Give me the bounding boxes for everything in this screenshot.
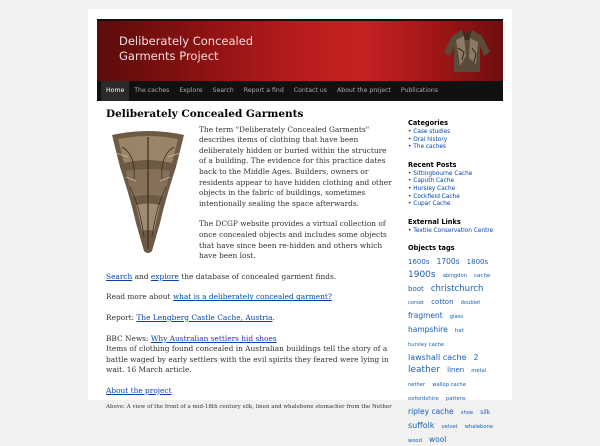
- tag-link[interactable]: suffolk: [408, 421, 435, 431]
- tag-link[interactable]: oxfordshire: [408, 396, 439, 403]
- tag-link[interactable]: 1700s: [436, 257, 460, 267]
- nav-search[interactable]: Search: [212, 87, 234, 94]
- tag-link[interactable]: 2: [473, 353, 479, 363]
- sidebar: [408, 119, 502, 446]
- nav-contact-us[interactable]: Contact us: [293, 87, 327, 94]
- category-item[interactable]: • The caches: [408, 144, 502, 152]
- tag-link[interactable]: 1600s: [408, 258, 430, 267]
- category-item[interactable]: • Oral history: [408, 137, 502, 145]
- recent-post-item[interactable]: • Caputh Cache: [408, 178, 502, 186]
- nav-publications[interactable]: Publications: [400, 87, 439, 94]
- recent-post-item[interactable]: • Cupar Cache: [408, 201, 502, 209]
- tag-link[interactable]: christchurch: [430, 284, 484, 295]
- tag-link[interactable]: hursley cache: [408, 342, 445, 349]
- bbc-link[interactable]: Why Australian settlers hid shoes: [150, 333, 277, 343]
- report-suffix: .: [272, 312, 275, 322]
- site-title-line-1: Deliberately Concealed: [119, 34, 254, 48]
- main-nav: [97, 81, 503, 101]
- read-more-line: [106, 292, 396, 303]
- tag-link[interactable]: fragment: [408, 311, 443, 321]
- recent-post-item[interactable]: • Sittingbourne Cache: [408, 171, 502, 179]
- site-title[interactable]: [119, 34, 253, 64]
- tag-link[interactable]: shoe: [460, 410, 474, 417]
- tag-link[interactable]: pattens: [445, 396, 466, 403]
- tag-link[interactable]: 1800s: [466, 258, 489, 267]
- tag-link[interactable]: abingdon: [442, 273, 467, 280]
- report-link[interactable]: The Lengberg Castle Cache, Austria: [136, 312, 273, 322]
- nav-the-caches[interactable]: The caches: [134, 87, 170, 94]
- read-more-link[interactable]: what is a deliberately concealed garment?: [172, 292, 332, 302]
- about-line: [106, 386, 396, 397]
- tag-link[interactable]: leather: [408, 365, 441, 376]
- page-wrapper: [88, 9, 512, 445]
- tag-link[interactable]: boot: [408, 285, 424, 294]
- and-text: and: [132, 271, 151, 281]
- object-tags-heading: Objects tags: [408, 244, 455, 253]
- tag-link[interactable]: nether: [408, 382, 426, 389]
- nav-explore[interactable]: Explore: [179, 87, 203, 94]
- header-banner[interactable]: [97, 21, 503, 81]
- recent-post-item[interactable]: • Cockfield Cache: [408, 194, 502, 202]
- intro-paragraph-1: The term "Deliberately Concealed Garments" describes items of clothing that have been deliberately hidden or buried within the structure of a building. The evidence for this practice dates back to the Middle Ages. Builders, owners or residents appear to have hidden clothing and other objects in the fabric of buildings, sometimes intentionally sealing the space afterwards.: [199, 124, 392, 208]
- tag-link[interactable]: wood: [408, 438, 422, 445]
- search-link[interactable]: Search: [106, 271, 133, 281]
- intro-paragraph-2: The DCGP website provides a virtual collection of once concealed objects and includes some objects that have since been re-hidden and others which have been lost.: [199, 219, 387, 261]
- external-links-heading: External Links: [408, 217, 461, 226]
- tag-link[interactable]: corset: [408, 300, 425, 307]
- categories-list: [408, 129, 502, 152]
- tag-link[interactable]: lawshall cache: [408, 353, 467, 363]
- tag-link[interactable]: hat: [454, 328, 464, 335]
- intro-paragraph-3: [106, 272, 396, 283]
- intro-section: [106, 125, 396, 283]
- recent-post-item[interactable]: • Hursley Cache: [408, 186, 502, 194]
- external-link-item[interactable]: • Textile Conservation Centre: [408, 228, 502, 236]
- bbc-prefix: BBC News:: [106, 333, 151, 343]
- tag-link[interactable]: doublet: [460, 300, 481, 307]
- tag-link[interactable]: wool: [428, 435, 447, 445]
- tag-cloud: [408, 254, 502, 446]
- page-title: Deliberately Concealed Garments: [106, 108, 304, 120]
- database-text: the database of concealed garment finds.: [178, 271, 337, 281]
- tag-link[interactable]: ripley cache: [408, 407, 454, 417]
- tag-link[interactable]: hampshire: [408, 325, 448, 335]
- tag-link[interactable]: velvet: [441, 424, 458, 431]
- tag-link[interactable]: 1900s: [408, 270, 436, 281]
- categories-heading: Categories: [408, 119, 449, 127]
- tag-link[interactable]: metal: [471, 368, 487, 375]
- tag-link[interactable]: cotton: [431, 298, 454, 307]
- tag-link[interactable]: silk: [480, 409, 491, 417]
- garment-header-image: [442, 26, 492, 74]
- nav-about-the-project[interactable]: About the project: [336, 87, 391, 94]
- about-project-link[interactable]: About the project: [106, 385, 172, 395]
- external-links-list: [408, 228, 502, 236]
- recent-posts-heading: Recent Posts: [408, 160, 457, 169]
- read-more-prefix: Read more about: [106, 292, 173, 302]
- image-caption: Above: A view of the front of a mid-18th century silk, linen and whalebone stomacher from the Nether: [106, 404, 392, 410]
- explore-link[interactable]: explore: [150, 271, 179, 281]
- report-line: [106, 313, 396, 324]
- recent-posts-list: [408, 171, 502, 209]
- tag-link[interactable]: wallop cache: [432, 382, 467, 389]
- tag-link[interactable]: cache: [474, 273, 491, 280]
- site-title-line-2: Garments Project: [119, 49, 219, 63]
- tag-link[interactable]: whalebone: [464, 424, 493, 431]
- tag-link[interactable]: glass: [449, 314, 464, 321]
- nav-report-a-find[interactable]: Report a find: [243, 87, 284, 94]
- bbc-news-block: [106, 334, 396, 376]
- nav-home[interactable]: Home: [101, 81, 129, 101]
- main-content: [106, 109, 396, 406]
- report-prefix: Report:: [106, 312, 137, 322]
- tag-link[interactable]: linen: [447, 366, 465, 375]
- stomacher-image: [106, 127, 190, 255]
- category-item[interactable]: • Case studies: [408, 129, 502, 137]
- bbc-text: Items of clothing found concealed in Australian buildings tell the story of a battle waged by early settlers with the evil spirits they feared were lying in wait. 16 March article.: [106, 344, 389, 375]
